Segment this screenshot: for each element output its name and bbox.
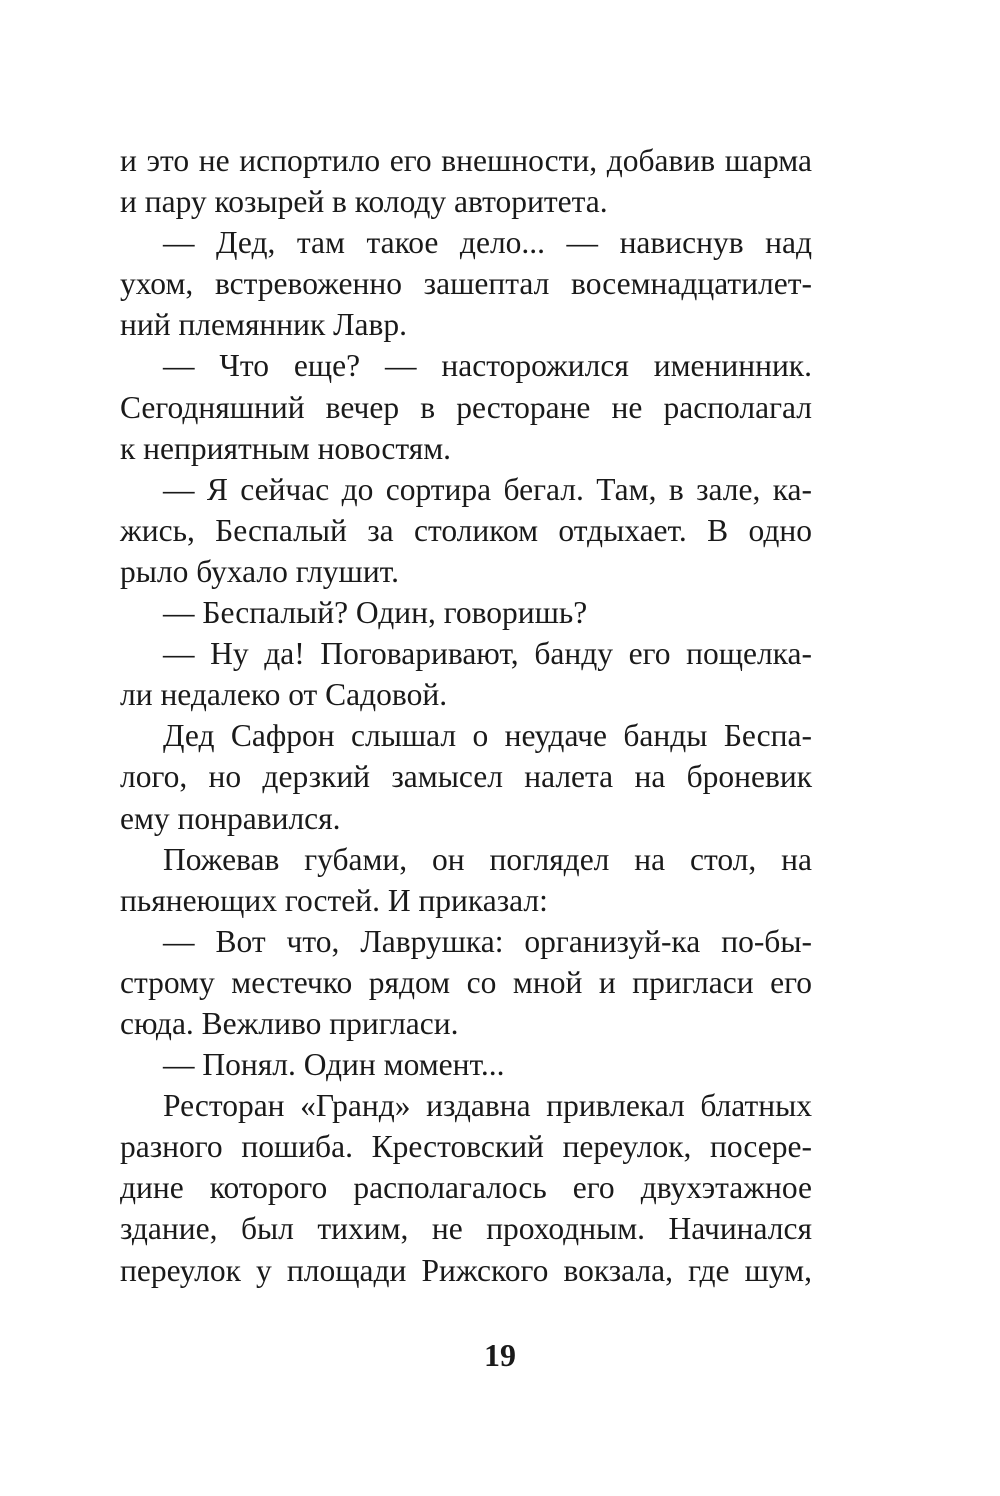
text-line: и пару козырей в колоду авторитета. bbox=[120, 184, 608, 220]
text-line: к неприятным новостям. bbox=[120, 430, 451, 466]
text-line: лого, но дерзкий замысел налета на броневик bbox=[120, 759, 812, 795]
text-line: ему понравился. bbox=[120, 800, 341, 836]
text-line: Пожевав губами, он поглядел на стол, на bbox=[163, 841, 812, 877]
text-line: — Беспалый? Один, говоришь? bbox=[163, 595, 588, 631]
text-line: — Что еще? — насторожился именинник. bbox=[163, 348, 812, 384]
text-line: ухом, встревоженно зашептал восемнадцатилет- bbox=[120, 266, 812, 302]
text-line: Ресторан «Гранд» издавна привлекал блатных bbox=[163, 1088, 812, 1124]
text-line: Дед Сафрон слышал о неудаче банды Беспа- bbox=[163, 718, 812, 754]
text-line: ний племянник Лавр. bbox=[120, 307, 408, 343]
text-line: — Вот что, Лаврушка: организуй-ка по-бы- bbox=[163, 923, 812, 959]
text-line: ли недалеко от Садовой. bbox=[120, 677, 448, 713]
text-line: дине которого располагалось его двухэтажное bbox=[120, 1170, 812, 1206]
text-line: здание, был тихим, не проходным. Начинался bbox=[120, 1211, 812, 1247]
text-line: переулок у площади Рижского вокзала, где шум, bbox=[120, 1252, 812, 1288]
text-line: — Понял. Один момент... bbox=[163, 1047, 505, 1083]
text-line: жись, Беспалый за столиком отдыхает. В одно bbox=[120, 512, 812, 548]
text-line: строму местечко рядом со мной и пригласи его bbox=[120, 964, 812, 1000]
text-line: — Я сейчас до сортира бегал. Там, в зале, ка- bbox=[163, 471, 812, 507]
text-line: — Дед, там такое дело... — нависнув над bbox=[163, 225, 812, 261]
text-line: — Ну да! Поговаривают, банду его пощелка- bbox=[163, 636, 812, 672]
text-line: и это не испортило его внешности, добавив шарма bbox=[120, 143, 812, 178]
text-line: рыло бухало глушит. bbox=[120, 553, 399, 589]
text-line: разного пошиба. Крестовский переулок, посере- bbox=[120, 1129, 812, 1165]
text-line: Сегодняшний вечер в ресторане не располагал bbox=[120, 389, 812, 425]
page-number: 19 bbox=[484, 1337, 516, 1373]
text-line: сюда. Вежливо пригласи. bbox=[120, 1005, 459, 1041]
page-text bbox=[120, 140, 812, 1291]
text-line: пьянеющих гостей. И приказал: bbox=[120, 882, 548, 918]
